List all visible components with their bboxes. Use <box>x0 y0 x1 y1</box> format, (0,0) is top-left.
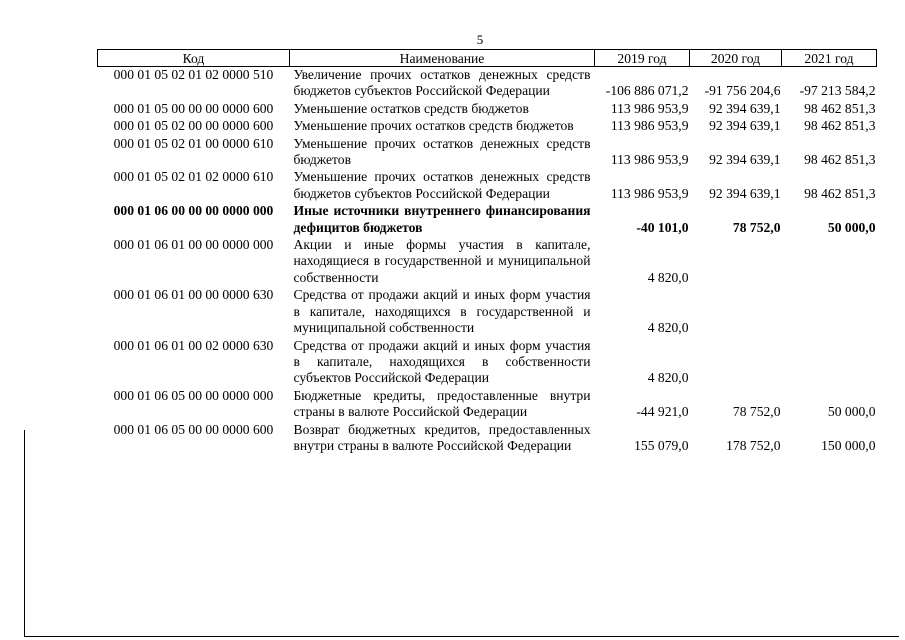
value-2021-cell: 98 462 851,3 <box>804 152 876 168</box>
column-header-name: Наименование <box>290 50 595 67</box>
value-2021-cell: 98 462 851,3 <box>804 118 876 134</box>
name-cell: Средства от продажи акций и иных форм участия в капитале, находящихся в государственной и муниципальной собственности <box>293 287 591 336</box>
value-2019-cell: 155 079,0 <box>634 437 689 453</box>
table-row <box>98 101 877 118</box>
table-row <box>98 136 877 170</box>
table-row <box>98 388 877 422</box>
page-number: 5 <box>476 32 484 47</box>
name-cell: Иные источники внутреннего финансирования дефицитов бюджетов <box>293 203 591 235</box>
code-cell: 000 01 06 01 00 00 0000 000 <box>113 237 274 253</box>
name-cell: Бюджетные кредиты, предоставленные внутри страны в валюте Российской Федерации <box>293 387 591 420</box>
value-2019-cell: 4 820,0 <box>647 370 689 386</box>
value-2019-cell: 4 820,0 <box>647 320 689 336</box>
value-2020-cell <box>690 287 782 337</box>
name-cell: Уменьшение прочих остатков денежных средств бюджетов субъектов Российской Федерации <box>293 169 591 201</box>
column-header-2019: 2019 год <box>595 50 690 67</box>
value-2021-cell: 150 000,0 <box>821 437 876 453</box>
value-2021-cell: 98 462 851,3 <box>804 185 876 201</box>
value-2019-cell: -106 886 071,2 <box>605 83 689 99</box>
value-2021-cell: 98 462 851,3 <box>804 100 876 116</box>
value-2020-cell: 92 394 639,1 <box>709 152 781 168</box>
page-frame-bottom-border <box>24 636 899 637</box>
value-2019-cell: 113 986 953,9 <box>610 185 689 201</box>
code-cell: 000 01 06 00 00 00 0000 000 <box>113 203 274 219</box>
value-2019-cell: 113 986 953,9 <box>610 152 689 168</box>
value-2021-cell <box>782 287 877 337</box>
value-2020-cell: 92 394 639,1 <box>709 185 781 201</box>
table-row <box>98 203 877 237</box>
name-cell: Уменьшение остатков средств бюджетов <box>293 100 529 116</box>
value-2021-cell: 50 000,0 <box>827 219 876 235</box>
value-2021-cell <box>782 237 877 287</box>
value-2021-cell <box>782 338 877 388</box>
value-2020-cell: 178 752,0 <box>726 437 781 453</box>
code-cell: 000 01 06 05 00 00 0000 000 <box>113 387 274 403</box>
name-cell: Уменьшение прочих остатков денежных средств бюджетов <box>293 135 591 168</box>
name-cell: Акции и иные формы участия в капитале, находящиеся в государственной и муниципальной собственности <box>293 237 591 285</box>
table-row <box>98 118 877 135</box>
code-cell: 000 01 05 02 01 00 0000 610 <box>113 135 274 151</box>
page-frame-left-border <box>24 430 25 636</box>
value-2019-cell: -40 101,0 <box>636 219 689 235</box>
value-2020-cell <box>690 237 782 287</box>
table-row <box>98 169 877 203</box>
value-2020-cell: 92 394 639,1 <box>709 118 781 134</box>
code-cell: 000 01 05 02 01 02 0000 610 <box>113 169 274 185</box>
value-2021-cell: 50 000,0 <box>827 404 876 420</box>
column-header-2021: 2021 год <box>782 50 877 67</box>
value-2020-cell: 78 752,0 <box>732 404 781 420</box>
name-cell: Увеличение прочих остатков денежных средств бюджетов субъектов Российской Федерации <box>293 67 591 99</box>
code-cell: 000 01 05 02 00 00 0000 600 <box>113 118 274 134</box>
table-row <box>98 338 877 388</box>
budget-sources-table <box>97 49 877 455</box>
code-cell: 000 01 05 02 01 02 0000 510 <box>113 67 274 82</box>
name-cell: Средства от продажи акций и иных форм участия в капитале, находящихся в собственности субъектов Российской Федерации <box>293 337 591 386</box>
column-header-code: Код <box>98 50 290 67</box>
table-row <box>98 287 877 337</box>
table-body <box>98 67 877 456</box>
value-2019-cell: 4 820,0 <box>647 269 689 285</box>
value-2019-cell: -44 921,0 <box>636 404 689 420</box>
table-row <box>98 237 877 287</box>
table-row <box>98 422 877 456</box>
code-cell: 000 01 05 00 00 00 0000 600 <box>113 100 274 116</box>
value-2019-cell: 113 986 953,9 <box>610 118 689 134</box>
code-cell: 000 01 06 05 00 00 0000 600 <box>113 421 274 437</box>
value-2020-cell: 92 394 639,1 <box>709 100 781 116</box>
name-cell: Возврат бюджетных кредитов, предоставленных внутри страны в валюте Российской Федерации <box>293 421 591 453</box>
table-header-row <box>98 50 877 67</box>
code-cell: 000 01 06 01 00 00 0000 630 <box>113 287 274 303</box>
table-row <box>98 67 877 101</box>
value-2020-cell <box>690 338 782 388</box>
code-cell: 000 01 06 01 00 02 0000 630 <box>113 337 274 353</box>
name-cell: Уменьшение прочих остатков средств бюджетов <box>293 118 574 134</box>
value-2020-cell: 78 752,0 <box>732 219 781 235</box>
column-header-2020: 2020 год <box>690 50 782 67</box>
value-2021-cell: -97 213 584,2 <box>799 83 876 99</box>
value-2019-cell: 113 986 953,9 <box>610 100 689 116</box>
value-2020-cell: -91 756 204,6 <box>704 83 781 99</box>
